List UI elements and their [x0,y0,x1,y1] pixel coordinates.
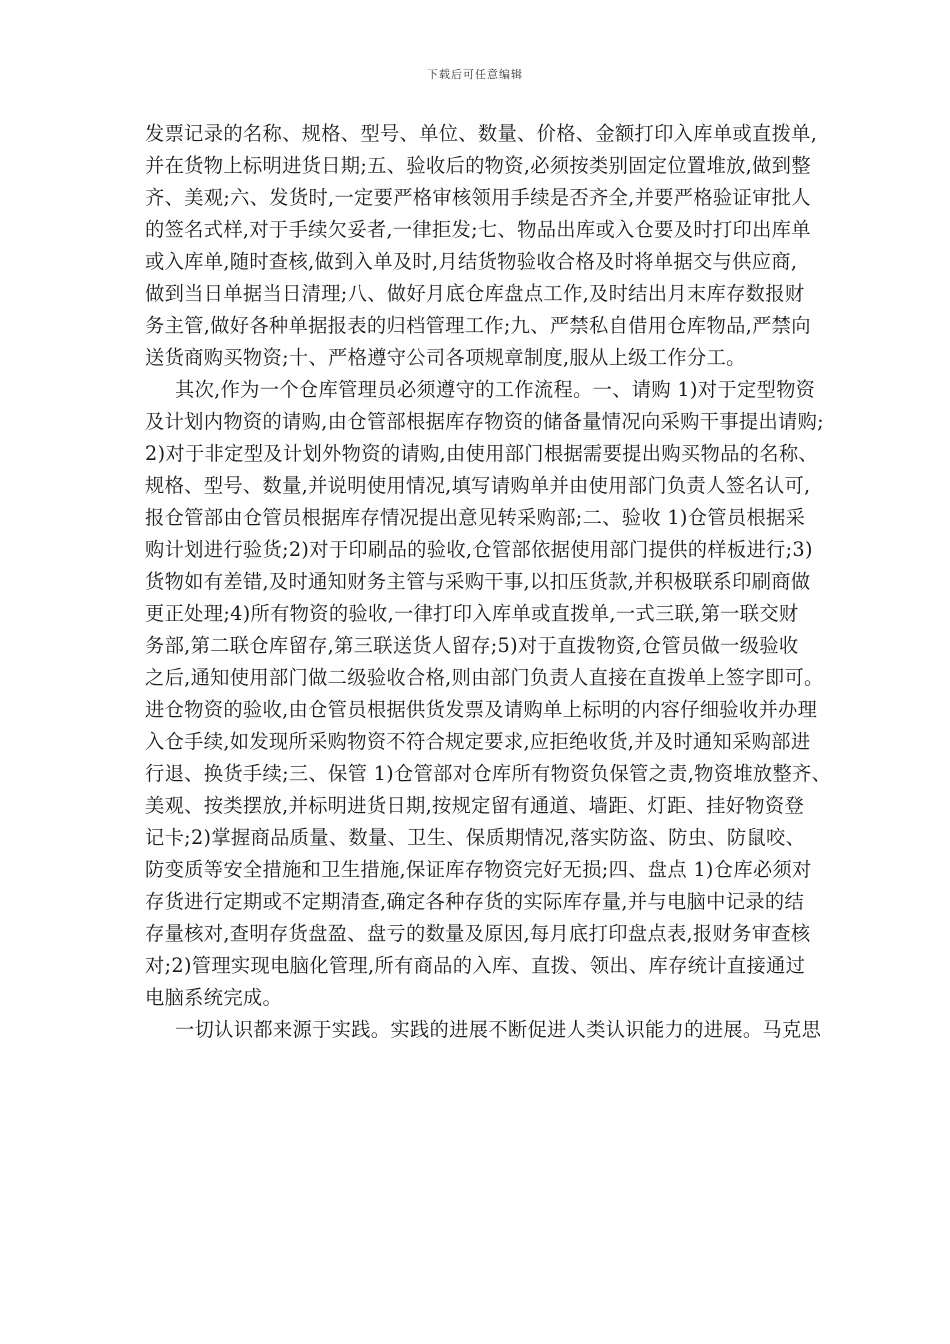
text-line: 做到当日单据当日清理;八、做好月底仓库盘点工作,及时结出月末库存数报财 [145,282,805,305]
text-line: 并在货物上标明进货日期;五、验收后的物资,必须按类别固定位置堆放,做到整 [145,154,811,177]
text-line: 对;2)管理实现电脑化管理,所有商品的入库、直拨、领出、库存统计直接通过 [145,954,806,977]
text-line: 购计划进行验货;2)对于印刷品的验收,仓管部依据使用部门提供的样板进行;3) [145,538,813,561]
text-line: 的签名式样,对于手续欠妥者,一律拒发;七、物品出库或入仓要及时打印出库单 [145,218,811,241]
text-line: 存量核对,查明存货盘盈、盘亏的数量及原因,每月底打印盘点表,报财务审查核 [145,922,811,945]
text-line: 2)对于非定型及计划外物资的请购,由使用部门根据需要提出购买物品的名称、 [145,442,818,465]
document-body [145,118,832,1046]
text-line: 务主管,做好各种单据报表的归档管理工作;九、严禁私自借用仓库物品,严禁向 [145,314,811,337]
text-line: 或入库单,随时查核,做到入单及时,月结货物验收合格及时将单据交与供应商, [145,250,798,273]
text-line: 更正处理;4)所有物资的验收,一律打印入库单或直拨单,一式三联,第一联交财 [145,602,799,625]
text-line: 发票记录的名称、规格、型号、单位、数量、价格、金额打印入库单或直拨单, [145,122,818,145]
text-line: 存货进行定期或不定期清查,确定各种存货的实际库存量,并与电脑中记录的结 [145,890,805,913]
page-header: 下载后可任意编辑 [427,68,523,81]
text-line: 之后,通知使用部门做二级验收合格,则由部门负责人直接在直拨单上签字即可。 [145,666,824,689]
text-line: 及计划内物资的请购,由仓管部根据库存物资的储备量情况向采购干事提出请购; [145,410,824,433]
text-line: 报仓管部由仓管员根据库存情况提出意见转采购部;二、验收 1)仓管员根据采 [145,506,806,529]
text-line: 记卡;2)掌握商品质量、数量、卫生、保质期情况,落实防盗、防虫、防鼠咬、 [145,826,806,849]
text-line: 其次,作为一个仓库管理员必须遵守的工作流程。一、请购 1)对于定型物资 [175,378,816,401]
text-line: 齐、美观;六、发货时,一定要严格审核领用手续是否齐全,并要严格验证审批人 [145,186,811,209]
text-line: 务部,第二联仓库留存,第三联送货人留存;5)对于直拨物资,仓管员做一级验收 [145,634,799,657]
text-line: 美观、按类摆放,并标明进货日期,按规定留有通道、墙距、灯距、挂好物资登 [145,794,805,817]
text-line: 规格、型号、数量,并说明使用情况,填写请购单并由使用部门负责人签名认可, [145,474,811,497]
text-line: 入仓手续,如发现所采购物资不符合规定要求,应拒绝收货,并及时通知采购部进 [145,730,811,753]
text-line: 行退、换货手续;三、保管 1)仓管部对仓库所有物资负保管之责,物资堆放整齐、 [145,762,832,785]
text-line: 电脑系统完成。 [145,986,283,1009]
text-line: 一切认识都来源于实践。实践的进展不断促进人类认识能力的进展。马克思 [175,1018,822,1041]
text-line: 进仓物资的验收,由仓管员根据供货发票及请购单上标明的内容仔细验收并办理 [145,698,818,721]
text-line: 送货商购买物资;十、严格遵守公司各项规章制度,服从上级工作分工。 [145,346,746,369]
text-line: 货物如有差错,及时通知财务主管与采购干事,以扣压货款,并积极联系印刷商做 [145,570,811,593]
text-line: 防变质等安全措施和卫生措施,保证库存物资完好无损;四、盘点 1)仓库必须对 [145,858,812,881]
